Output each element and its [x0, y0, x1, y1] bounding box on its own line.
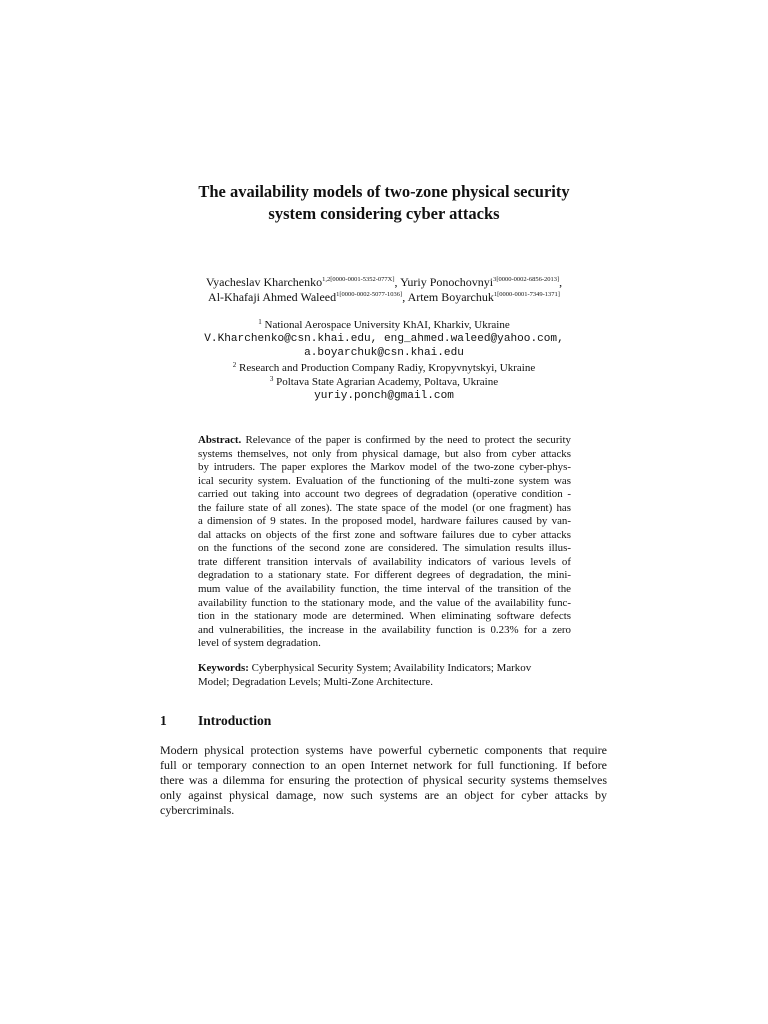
author-name: Yuriy Ponochovnyi [400, 275, 494, 289]
paper-title [150, 181, 618, 225]
author-orcid: 1[0000-0001-7349-1371] [493, 291, 560, 298]
abstract-line: degradation to a stationary state. For different degrees of degradation, the mini- [198, 569, 571, 582]
author-name: Artem Boyarchuk [407, 290, 494, 304]
affiliations [120, 318, 648, 403]
author-orcid: 1[0000-0002-5077-1036] [336, 291, 403, 298]
title-line: The availability models of two-zone physical security [198, 182, 570, 201]
abstract-label: Abstract. [198, 434, 242, 446]
abstract-line: a dimension of 9 states. In the proposed model, hardware failures caused by van- [198, 515, 571, 528]
paragraph-line: cybercriminals. [160, 803, 235, 817]
abstract-line: tion in the stationary mode are determined. When eliminating software defects [198, 610, 571, 623]
affiliation: $^3$ Poltava State Agrarian Academy, Poltava, Ukraine [269, 374, 499, 388]
abstract-line: by intruders. The paper explores the Markov model of the two-zone cyber-phys- [198, 461, 571, 474]
abstract-line: Abstract. Relevance of the paper is confirmed by the need to protect the security [198, 434, 571, 446]
author-list: Vyacheslav Kharchenko$^{1,2[0000-0001-5352-077X]}$, Yuriy Ponochovnyi$^{3[0000-0002-6856-2013]}$, Al-Khafaji Ahmed Waleed$^{1[0000-0002-5077-1036]}$, Artem Boyarchuk$^{1[0000-0001-7349-1371]}$ [205, 275, 563, 304]
section-heading [160, 712, 610, 730]
section-number: 1 [160, 713, 167, 728]
author-name: Vyacheslav Kharchenko [205, 275, 323, 289]
abstract-line: mum value of the availability function, the time interval of the transition of the [198, 583, 571, 596]
paragraph-line: full or temporary connection to an open Internet network for full functioning. If before [160, 758, 607, 772]
email-line: V.Kharchenko@csn.khai.edu, eng_ahmed.waleed@yahoo.com, [204, 333, 564, 346]
abstract-line: level of system degradation. [198, 637, 321, 650]
email-line: a.boyarchuk@csn.khai.edu [304, 347, 464, 360]
author-orcid: 1,2[0000-0001-5352-077X] [322, 276, 395, 283]
abstract-line: ical security system. Evaluation of the functioning of the multi-zone system was [198, 474, 571, 487]
abstract-line: availability function to the stationary mode, and the value of the availability func- [198, 596, 571, 609]
paragraph-line: Modern physical protection systems have powerful cybernetic components that require [160, 743, 607, 757]
abstract [198, 434, 571, 651]
affiliation: $^2$ Research and Production Company Radiy, Kropyvnytskyi, Ukraine [232, 360, 536, 374]
email-line: yuriy.ponch@gmail.com [314, 390, 454, 403]
abstract-line: and vulnerabilities, the increase in the availability function is 0.23% for a zero [198, 623, 571, 636]
author-name: Al-Khafaji Ahmed Waleed [208, 290, 337, 304]
abstract-line: the failure state of all zones). The state space of the model (or one fragment) has [198, 501, 571, 514]
paragraph-line: there was a dilemma for ensuring the protection of physical security systems themselves [160, 773, 607, 787]
affiliation: $^1$ National Aerospace University KhAI, Kharkiv, Ukraine [258, 318, 510, 331]
abstract-line: dal attacks on objects of the first zone and software failures due to cyber attacks [198, 528, 571, 541]
paragraph-line: only against physical damage, now such systems are an object for cyber attacks by [160, 788, 607, 802]
abstract-line: systems themselves, not only from physical damage, but also from cyber attacks [198, 447, 571, 460]
title-line: system considering cyber attacks [268, 204, 500, 223]
author-orcid: 3[0000-0002-6856-2013] [493, 276, 560, 283]
keywords-label: Keywords: [198, 662, 249, 674]
abstract-line: carried out taking into account two degrees of degradation (operative condition - [198, 488, 571, 501]
section-title: Introduction [198, 713, 272, 728]
keywords: Keywords: Cyberphysical Security System; Availability Indicators; Markov Model; Degradation Levels; Multi-Zone Architecture. [198, 662, 532, 688]
abstract-line: trate different transition intervals of availability indicators of various levels of [198, 555, 571, 568]
abstract-line: on the functions of the second zone are considered. The simulation results illus- [198, 542, 571, 555]
introduction-paragraph [160, 743, 607, 818]
